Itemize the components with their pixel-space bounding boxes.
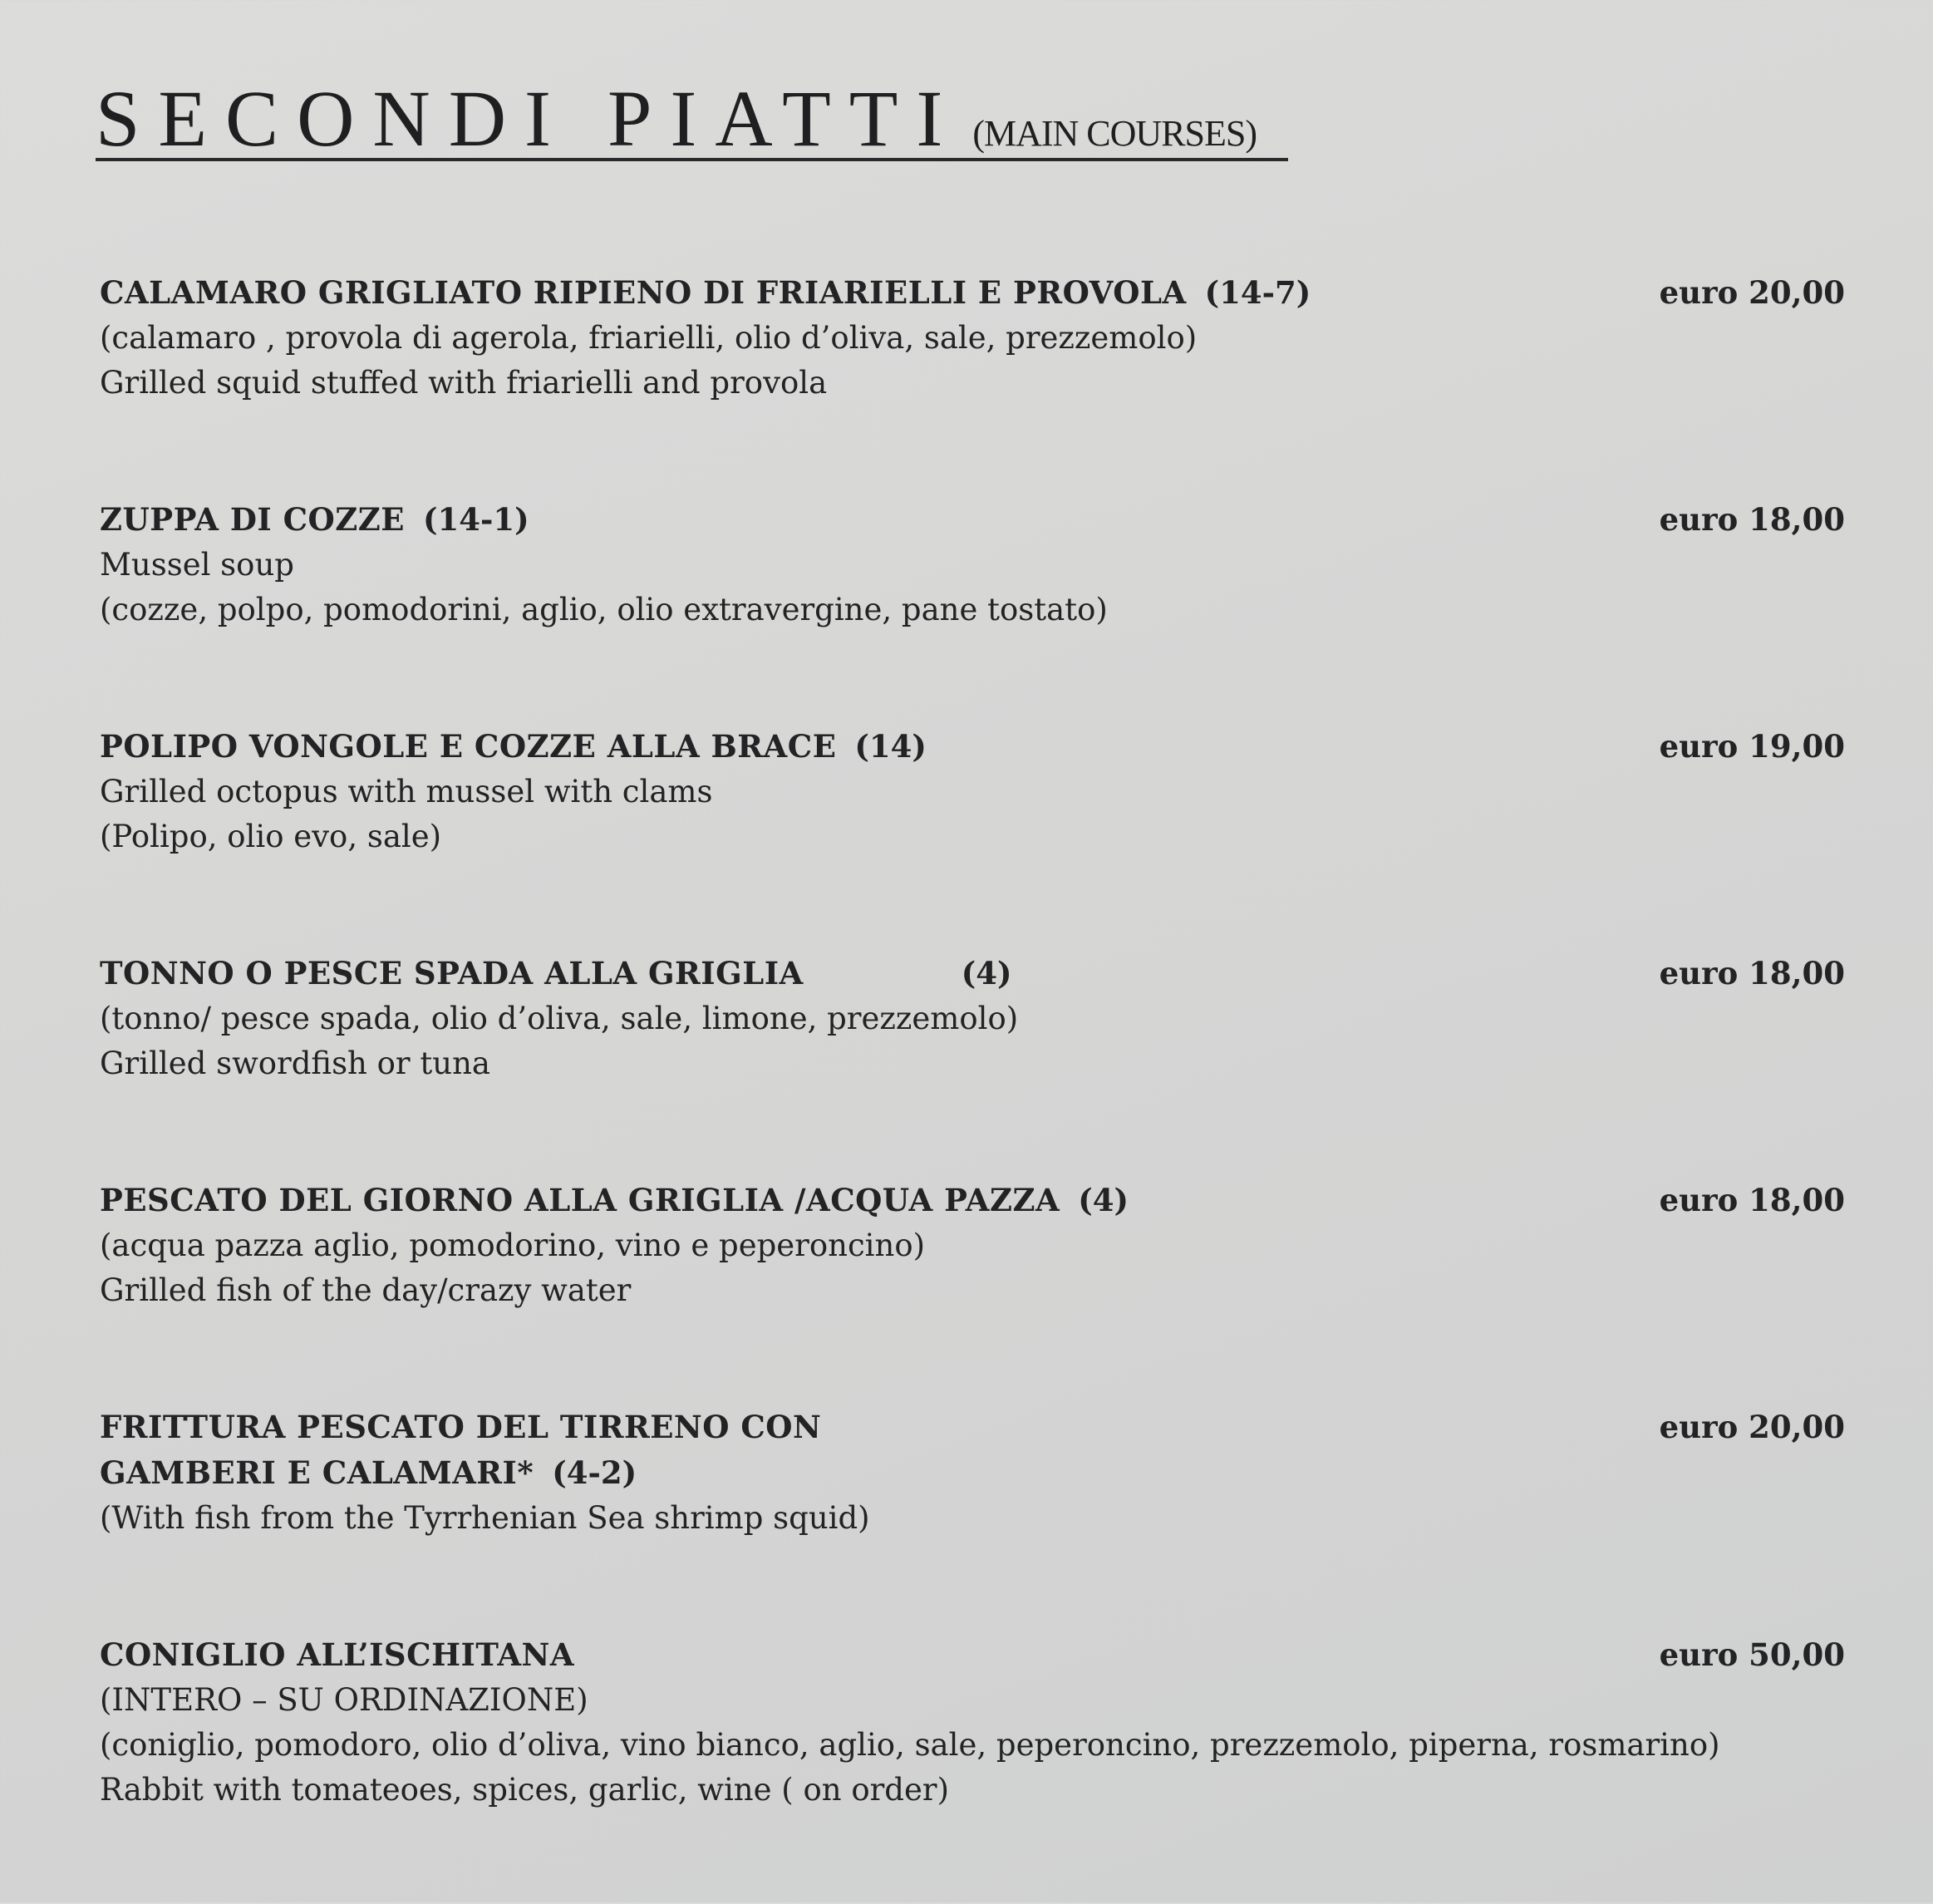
item-price: euro 50,00 <box>1659 1636 1845 1673</box>
item-description: Grilled squid stuffed with friarielli and provola <box>100 365 828 401</box>
item-description: Grilled octopus with mussel with clams <box>100 774 713 809</box>
item-price: euro 18,00 <box>1659 1182 1845 1218</box>
item-description: (coniglio, pomodoro, olio d’oliva, vino bianco, aglio, sale, peperoncino, prezzemolo, piperna, rosmarino) <box>100 1727 1720 1763</box>
item-description: Grilled fish of the day/crazy water <box>100 1272 632 1308</box>
item-description: (acqua pazza aglio, pomodorino, vino e peperoncino) <box>100 1228 926 1263</box>
menu-item <box>100 1178 1845 1313</box>
item-description: (cozze, polpo, pomodorini, aglio, olio extravergine, pane tostato) <box>100 592 1108 627</box>
item-allergen-code: (4) <box>961 955 1012 991</box>
item-price: euro 18,00 <box>1659 501 1845 538</box>
item-price: euro 20,00 <box>1659 274 1845 311</box>
item-price: euro 19,00 <box>1659 728 1845 765</box>
item-price: euro 20,00 <box>1659 1409 1845 1445</box>
item-description: Grilled swordfish or tuna <box>100 1045 490 1081</box>
item-description: Mussel soup <box>100 547 294 583</box>
item-title: FRITTURA PESCATO DEL TIRRENO CON <box>100 1409 822 1445</box>
item-description: (With fish from the Tyrrhenian Sea shrimp squid) <box>100 1500 870 1536</box>
item-title: CALAMARO GRIGLIATO RIPIENO DI FRIARIELLI E PROVOLA <box>100 274 1187 311</box>
item-allergen-code: (4) <box>1078 1182 1129 1218</box>
item-title: TONNO O PESCE SPADA ALLA GRIGLIA <box>100 955 804 991</box>
menu-item <box>100 724 1845 859</box>
item-allergen-code: (14-1) <box>423 501 529 538</box>
menu-header <box>96 74 1288 163</box>
menu-item <box>100 951 1845 1086</box>
menu-title: SECONDI PIATTI <box>96 74 962 163</box>
item-description: (calamaro , provola di agerola, friarielli, olio d’oliva, sale, prezzemolo) <box>100 320 1198 356</box>
menu-item <box>100 1405 1845 1541</box>
item-price: euro 18,00 <box>1659 955 1845 991</box>
item-description: (tonno/ pesce spada, olio d’oliva, sale, limone, prezzemolo) <box>100 1001 1019 1036</box>
item-allergen-code: (4-2) <box>552 1454 637 1491</box>
menu-subtitle: (MAIN COURSES) <box>972 113 1257 154</box>
item-description: (Polipo, olio evo, sale) <box>100 819 442 854</box>
item-title: CONIGLIO ALL’ISCHITANA <box>100 1636 575 1673</box>
item-allergen-code: (14) <box>854 728 927 765</box>
item-description: (INTERO – SU ORDINAZIONE) <box>100 1682 588 1718</box>
menu-item <box>100 270 1845 406</box>
menu-item <box>100 497 1845 632</box>
item-title-line-2: GAMBERI E CALAMARI* <box>100 1454 534 1491</box>
item-title: ZUPPA DI COZZE <box>100 501 405 538</box>
menu-item <box>100 1632 1845 1813</box>
item-title: PESCATO DEL GIORNO ALLA GRIGLIA /ACQUA PAZZA <box>100 1182 1060 1218</box>
item-description: Rabbit with tomateoes, spices, garlic, wine ( on order) <box>100 1772 949 1808</box>
menu-items <box>100 270 1845 1904</box>
item-allergen-code: (14-7) <box>1204 274 1311 311</box>
item-title: POLIPO VONGOLE E COZZE ALLA BRACE <box>100 728 837 765</box>
